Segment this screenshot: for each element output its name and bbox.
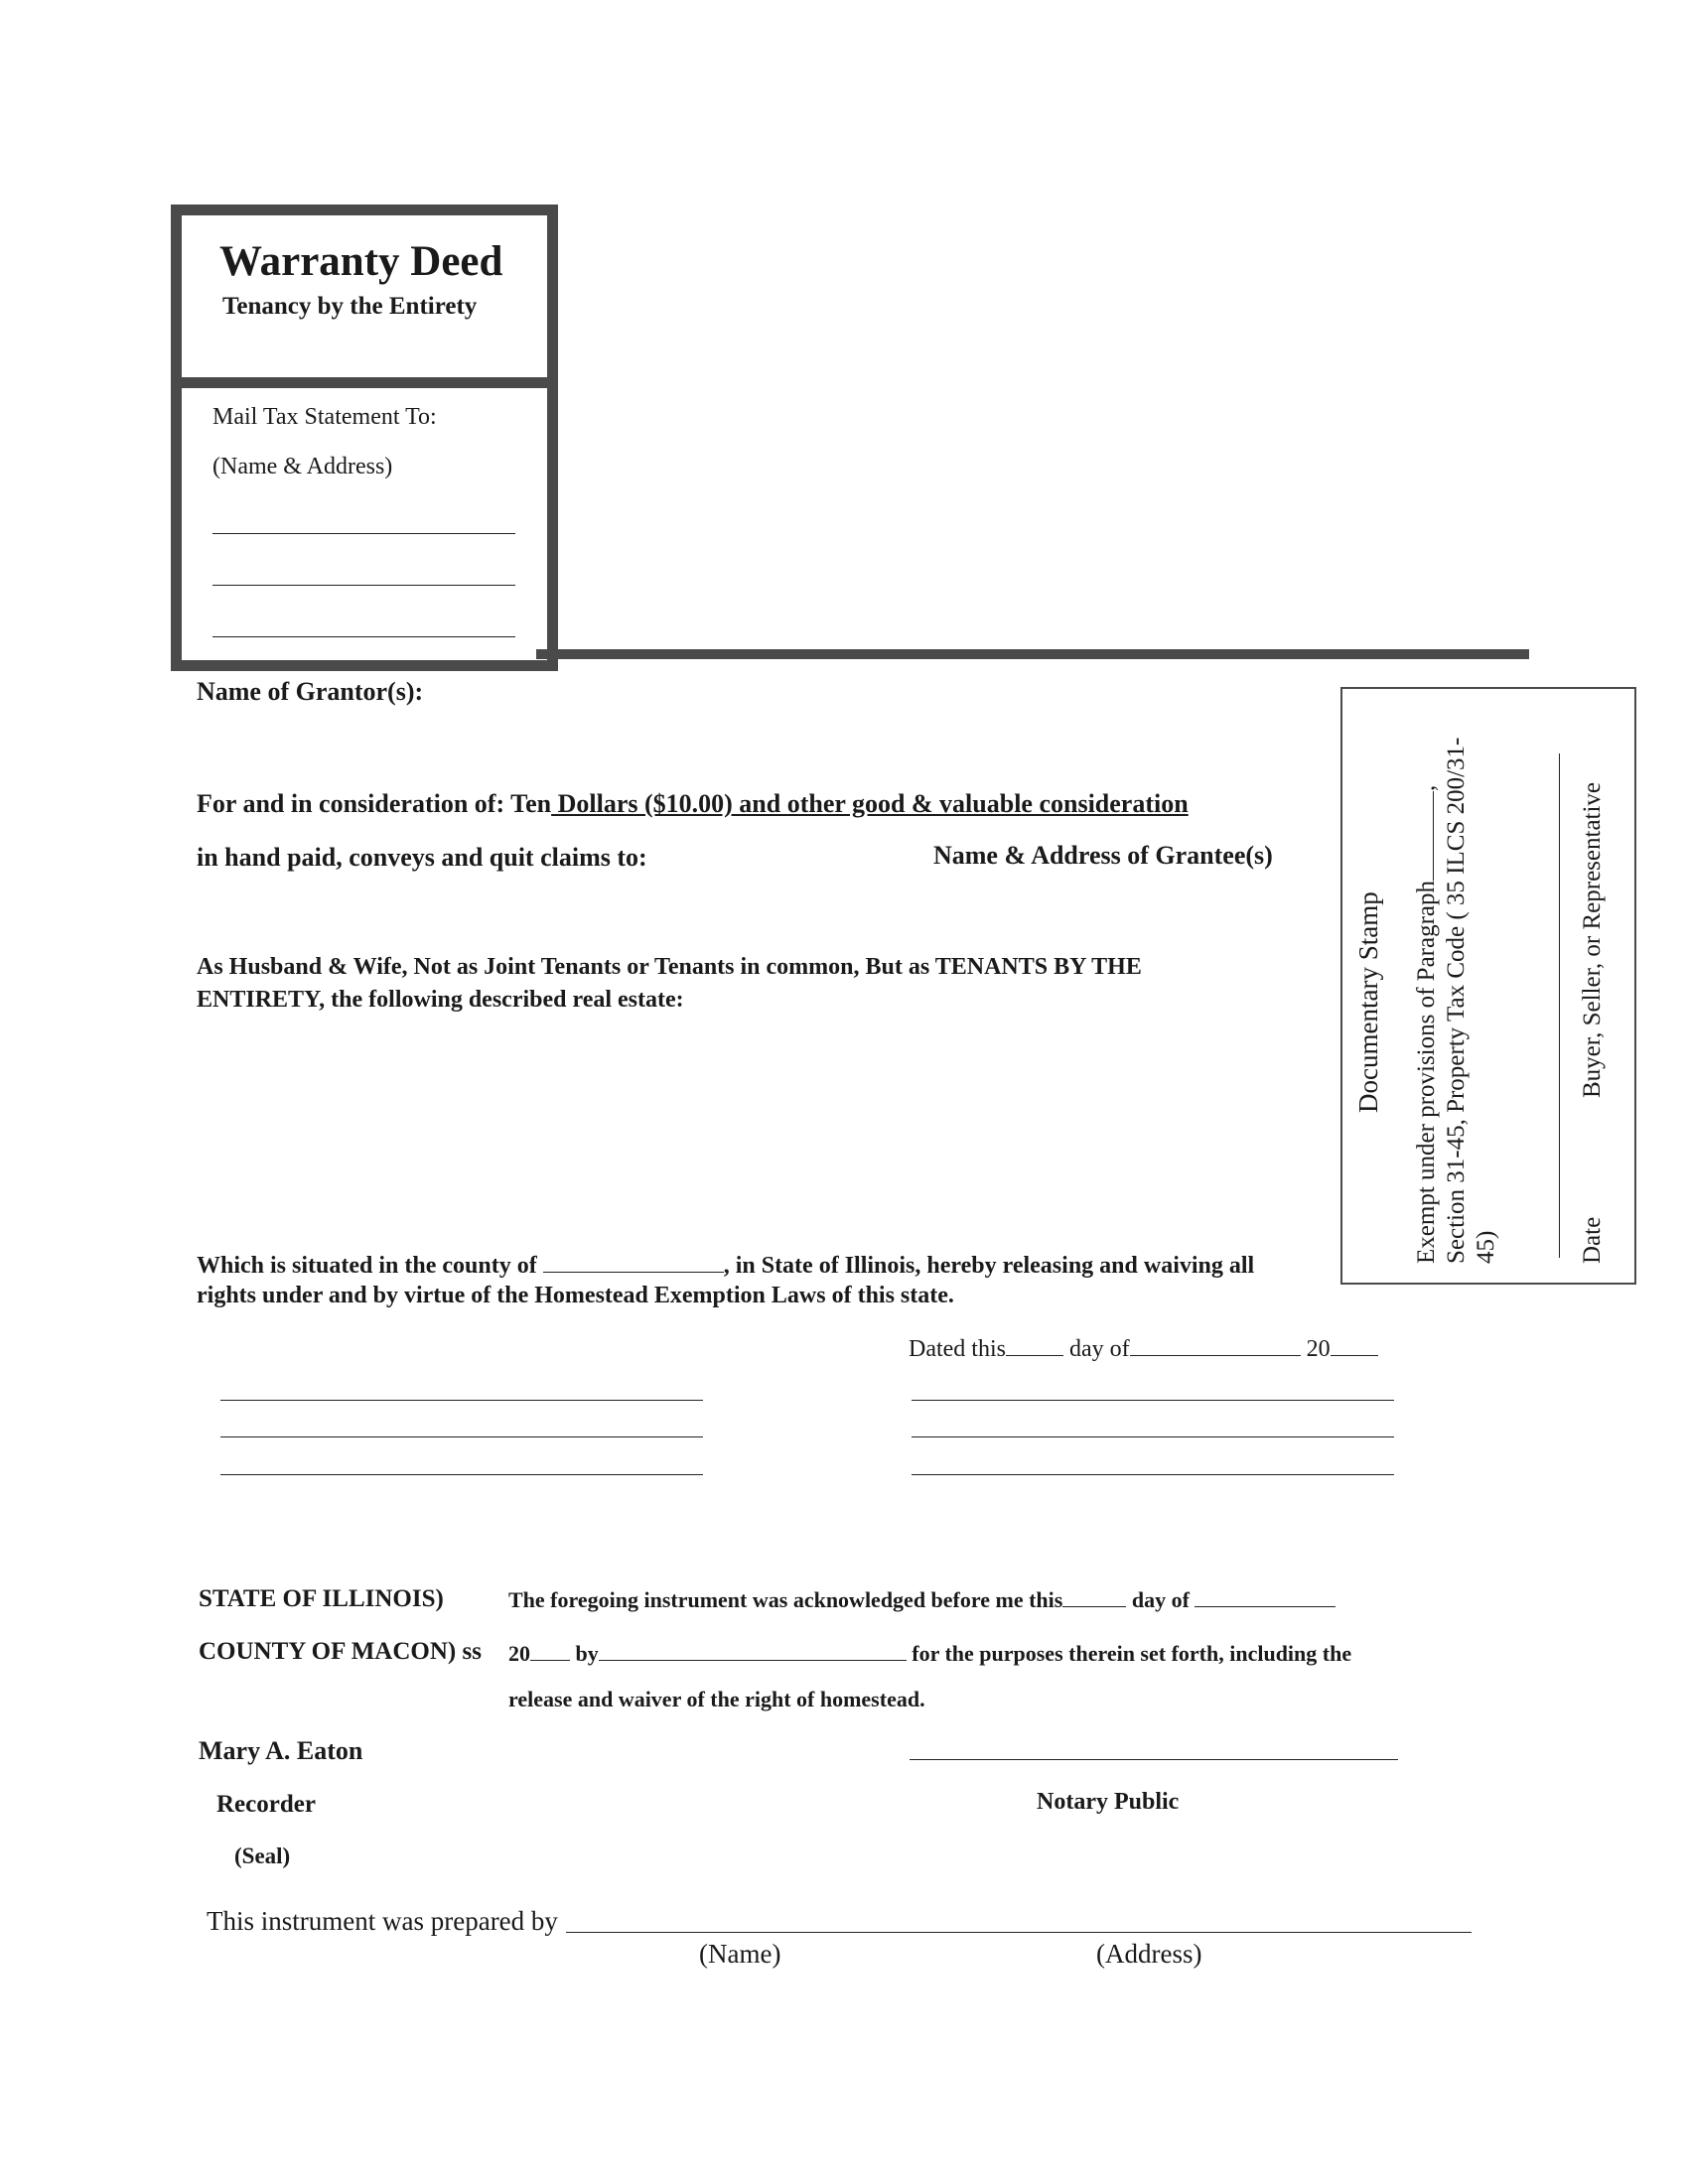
stamp-exempt-line (1412, 785, 1442, 1264)
dated-day-blank[interactable] (1006, 1337, 1063, 1356)
dated-month-blank[interactable] (1130, 1337, 1301, 1356)
ack-year-blank[interactable] (530, 1644, 570, 1661)
stamp-line-3: 45) (1473, 1230, 1499, 1264)
ack-by-blank[interactable] (599, 1644, 907, 1661)
prepared-by-line[interactable] (566, 1932, 1472, 1933)
stamp-title: Documentary Stamp (1353, 891, 1383, 1113)
documentary-stamp-box (1340, 687, 1636, 1285)
grantee-label: Name & Address of Grantee(s) (933, 841, 1273, 870)
county-blank[interactable] (543, 1254, 724, 1273)
grantor-signature-line-2[interactable] (220, 1436, 703, 1437)
dated-year-blank[interactable] (1331, 1337, 1378, 1356)
tenancy-line-1: As Husband & Wife, Not as Joint Tenants or Tenants in common, But as TENANTS BY THE (197, 954, 1142, 980)
grantee-signature-line-3[interactable] (912, 1474, 1394, 1475)
ack-day-blank[interactable] (1062, 1590, 1126, 1607)
grantee-signature-line-2[interactable] (912, 1436, 1394, 1437)
ack-by: by (575, 1641, 599, 1666)
stamp-date-label: Date (1579, 1216, 1606, 1264)
title-panel (182, 215, 547, 388)
name-caption: (Name) (699, 1939, 781, 1969)
ack-day-of: day of (1131, 1587, 1190, 1612)
ack-text-3: release and waiver of the right of homestead. (508, 1687, 925, 1711)
county-prefix: Which is situated in the county of (197, 1253, 537, 1279)
stamp-signature-line[interactable] (1559, 753, 1560, 1258)
ack-text-1: The foregoing instrument was acknowledged before me this (508, 1587, 1063, 1612)
dated-line (909, 1336, 1378, 1363)
header-divider-rule (536, 649, 1529, 659)
dated-day-of: day of (1068, 1336, 1130, 1362)
mail-address-line-2[interactable] (212, 585, 515, 586)
stamp-line-2: Section 31-45, Property Tax Code ( 35 ILCS 200/31- (1443, 737, 1470, 1264)
recorder-title: Recorder (216, 1791, 316, 1818)
seal-label: (Seal) (234, 1843, 291, 1868)
county-line-2: rights under and by virtue of the Homestead Exemption Laws of this state. (197, 1283, 954, 1308)
mail-tax-statement-label: Mail Tax Statement To: (212, 404, 437, 430)
ack-month-blank[interactable] (1195, 1590, 1336, 1607)
county-line-1 (197, 1253, 1254, 1280)
state-label: STATE OF ILLINOIS) (199, 1585, 444, 1612)
grantor-label: Name of Grantor(s): (197, 677, 424, 706)
county-macon-label: COUNTY OF MACON) ss (199, 1638, 482, 1665)
recorder-name: Mary A. Eaton (199, 1736, 363, 1765)
address-caption: (Address) (1096, 1939, 1202, 1969)
consideration-line (197, 789, 1189, 819)
grantor-signature-line-1[interactable] (220, 1400, 703, 1401)
notary-public-label: Notary Public (1037, 1789, 1180, 1815)
consideration-amount[interactable]: Dollars ($10.00) and other good & valuable consideration (551, 789, 1189, 818)
mail-address-line-1[interactable] (212, 533, 515, 534)
stamp-signer-label: Buyer, Seller, or Representative (1579, 781, 1606, 1098)
county-suffix: , in State of Illinois, hereby releasing and waiving all (723, 1253, 1255, 1279)
paragraph-blank[interactable] (1415, 791, 1434, 881)
ack-text-2: for the purposes therein set forth, including the (912, 1641, 1352, 1666)
dated-year-prefix: 20 (1306, 1336, 1331, 1362)
conveys-label: in hand paid, conveys and quit claims to: (197, 843, 647, 872)
deed-title: Warranty Deed (219, 238, 503, 285)
notary-signature-line[interactable] (910, 1759, 1398, 1760)
deed-header-box (171, 205, 558, 671)
ack-year-prefix: 20 (508, 1641, 530, 1666)
mail-address-line-3[interactable] (212, 636, 515, 637)
grantor-signature-line-3[interactable] (220, 1474, 703, 1475)
deed-subtitle: Tenancy by the Entirety (222, 293, 478, 320)
tenancy-line-2: ENTIRETY, the following described real estate: (197, 987, 684, 1013)
stamp-line-1-end: , (1413, 784, 1440, 791)
mail-name-address-label: (Name & Address) (212, 454, 393, 479)
grantee-signature-line-1[interactable] (912, 1400, 1394, 1401)
prepared-by-label: This instrument was prepared by (207, 1906, 558, 1936)
stamp-line-1: Exempt under provisions of Paragraph (1413, 880, 1440, 1264)
dated-prefix: Dated this (909, 1336, 1006, 1362)
ack-line-2 (508, 1641, 1351, 1667)
consideration-prefix: For and in consideration of: Ten (197, 789, 552, 818)
ack-line-1 (508, 1587, 1336, 1613)
